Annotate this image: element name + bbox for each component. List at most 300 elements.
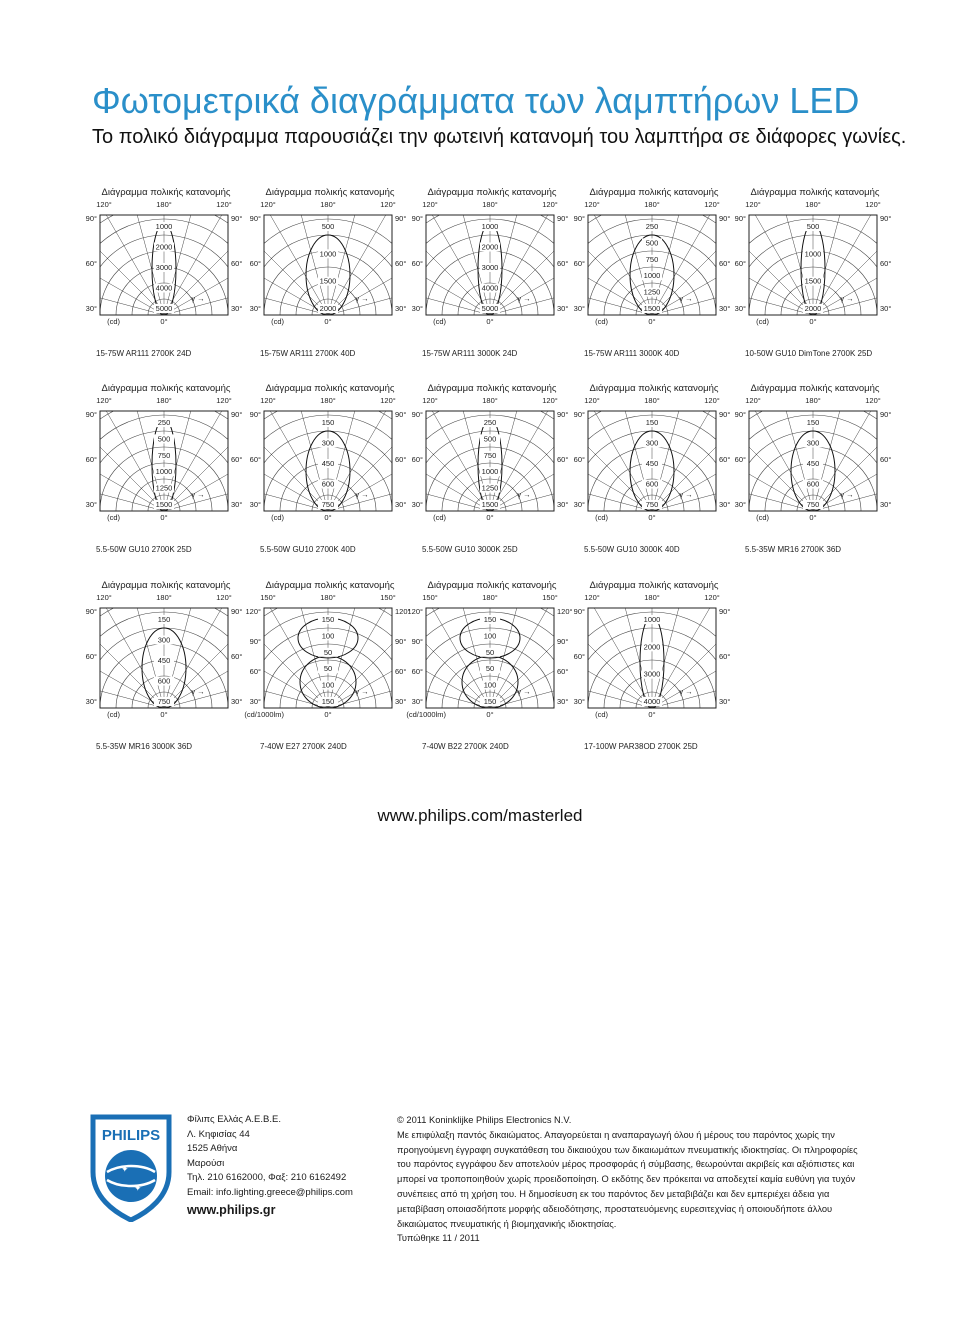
bottom-angle-label: 0°: [324, 710, 332, 719]
left-angle-label: 90°: [734, 214, 746, 223]
left-angle-label: 30°: [249, 500, 261, 509]
unit-label: (cd): [107, 317, 120, 326]
intensity-value-label: 450: [157, 656, 171, 665]
left-angle-label: 30°: [734, 304, 746, 313]
right-angle-label: 90°: [395, 410, 407, 419]
grid-ray: [652, 122, 704, 315]
grid-ray: [600, 122, 652, 315]
left-angle-label: 60°: [734, 259, 746, 268]
grid-ray: [276, 122, 328, 315]
unit-label: (cd): [595, 710, 608, 719]
polar-plot: [735, 187, 895, 347]
copyright: © 2011 Koninklijke Philips Electronics N.V.: [397, 1115, 572, 1125]
polar-plot: [406, 580, 573, 740]
bottom-angle-label: 0°: [809, 513, 817, 522]
right-angle-label: 90°: [231, 214, 243, 223]
intensity-value-label: 750: [321, 500, 335, 509]
intensity-value-label: 2000: [804, 304, 822, 313]
bottom-angle-label: 0°: [324, 513, 332, 522]
left-angle-label: 30°: [85, 500, 97, 509]
gamma-label: γ →: [840, 490, 854, 499]
top-angle-label: 120°: [260, 396, 276, 405]
intensity-value-label: 1000: [155, 467, 173, 477]
intensity-value-label: 3000: [643, 669, 661, 679]
intensity-value-label: 2000: [481, 242, 499, 252]
diagram-title: Διάγραμμα πολικής κατανομής: [427, 580, 557, 591]
grid-ray: [0, 263, 164, 315]
grid-ray: [23, 174, 164, 315]
right-angle-label: 30°: [880, 500, 892, 509]
top-angle-label: 180°: [156, 593, 172, 602]
top-angle-label: 180°: [644, 200, 660, 209]
right-angle-label: 30°: [231, 697, 243, 706]
intensity-value-label: 300: [645, 438, 659, 448]
top-angle-label: 180°: [482, 593, 498, 602]
intensity-value-label: 750: [806, 500, 820, 509]
intensity-value-label: 150: [321, 615, 335, 624]
top-angle-label: 120°: [584, 200, 600, 209]
diagram-caption: 5.5-50W GU10 2700K 25D: [96, 545, 192, 554]
right-angle-label: 60°: [231, 259, 243, 268]
intensity-value-label: 750: [157, 697, 171, 706]
intensity-value-label: 750: [645, 254, 659, 264]
left-angle-label: 90°: [85, 607, 97, 616]
top-angle-label: 120°: [96, 396, 112, 405]
left-angle-label: 60°: [573, 652, 585, 661]
bottom-angle-label: 0°: [324, 317, 332, 326]
right-angle-label: 120°: [395, 607, 411, 616]
left-angle-label: 90°: [734, 410, 746, 419]
intensity-value-label: 1000: [319, 249, 337, 259]
gamma-label: γ →: [840, 294, 854, 303]
diagram-caption: 15-75W AR111 2700K 24D: [96, 349, 192, 358]
top-angle-label: 120°: [260, 200, 276, 209]
unit-label: (cd): [756, 317, 769, 326]
polar-diagram: [735, 187, 895, 367]
right-angle-label: 60°: [557, 455, 569, 464]
left-angle-label: 60°: [85, 455, 97, 464]
intensity-value-label: 100: [483, 631, 497, 641]
unit-label: (cd): [107, 710, 120, 719]
left-angle-label: 90°: [85, 214, 97, 223]
intensity-value-label: 50: [485, 664, 495, 674]
diagram-caption: 5.5-50W GU10 2700K 40D: [260, 545, 356, 554]
polar-plot: [244, 580, 411, 740]
left-angle-label: 30°: [573, 697, 585, 706]
grid-ray: [164, 142, 264, 315]
grid-ray: [328, 122, 380, 315]
right-angle-label: 90°: [395, 214, 407, 223]
bottom-angle-label: 0°: [648, 513, 656, 522]
legal-text: Με επιφύλαξη παντός δικαιώματος. Απαγορεύεται η αναπαραγωγή όλου ή μέρους του παρόντος χωρίς την προηγούμενη έγγραφη συγκατάθεση του δικαιούχου των δικαιωμάτων πνευματικής ιδιοκτησίας. Οι πληροφορίες του παρόντος εγγράφου δεν αποτελούν μέρος προσφοράς ή σύμβασης, θεωρούνται ακριβείς και αξιόπιστες και μπορεί να τροποποιηθούν χωρίς προειδοποίηση. Ο εκδότης δεν πρόκειται να αποδεχτεί καμία ευθύνη για τυχόν συνέπειες από τη χρήση του. Η δημοσίευση εκ του παρόντος δεν μεταβιβάζει και δεν εμπεριέχει άδεια για μεταβίβαση οποιασδήποτε μορφής αδειοδότησης, προστατευόμενης ευρεσιτεχνίας ή οποιουδήποτε άλλου δικαιώματος πνευματικής ή βιομηχανικής ιδιοκτησίας.: [397, 1129, 858, 1229]
polar-diagram: [250, 187, 410, 367]
right-angle-label: 90°: [557, 637, 569, 646]
unit-label: (cd): [433, 317, 446, 326]
diagram-title: Διάγραμμα πολικής κατανομής: [427, 187, 557, 198]
grid-ray: [813, 174, 954, 315]
intensity-value-label: 5000: [481, 304, 499, 313]
left-angle-label: 30°: [734, 500, 746, 509]
diagram-caption: 5.5-50W GU10 3000K 40D: [584, 545, 680, 554]
top-angle-label: 120°: [380, 200, 396, 209]
intensity-value-label: 500: [645, 238, 659, 248]
intensity-value-label: 1500: [155, 500, 173, 509]
gamma-label: γ →: [191, 687, 205, 696]
intensity-value-label: 500: [157, 434, 171, 444]
top-angle-label: 120°: [704, 593, 720, 602]
intensity-value-label: 50: [485, 647, 495, 657]
left-angle-label: 90°: [249, 410, 261, 419]
top-angle-label: 180°: [482, 396, 498, 405]
top-angle-label: 180°: [320, 200, 336, 209]
intensity-value-label: 600: [645, 479, 659, 489]
unit-label: (cd): [271, 317, 284, 326]
top-angle-label: 150°: [542, 593, 558, 602]
legal-notice: [397, 1113, 867, 1246]
right-angle-label: 30°: [557, 500, 569, 509]
diagram-caption: 15-75W AR111 3000K 40D: [584, 349, 680, 358]
address-postcode: 1525 Αθήνα: [187, 1143, 238, 1155]
grid-ray: [0, 656, 164, 708]
polar-plot: [250, 383, 410, 543]
left-angle-label: 90°: [249, 214, 261, 223]
left-angle-label: 30°: [411, 697, 423, 706]
grid-ray: [813, 370, 954, 511]
right-angle-label: 90°: [719, 607, 731, 616]
left-angle-label: 60°: [411, 667, 423, 676]
right-angle-label: 90°: [231, 607, 243, 616]
left-angle-label: 60°: [85, 652, 97, 661]
left-angle-label: 90°: [573, 214, 585, 223]
left-angle-label: 60°: [411, 259, 423, 268]
top-angle-label: 120°: [216, 200, 232, 209]
right-angle-label: 30°: [880, 304, 892, 313]
left-angle-label: 90°: [85, 410, 97, 419]
polar-plot: [412, 187, 572, 347]
top-angle-label: 120°: [216, 593, 232, 602]
diagram-title: Διάγραμμα πολικής κατανομής: [427, 383, 557, 394]
philips-logo: [88, 1112, 174, 1227]
top-angle-label: 180°: [156, 396, 172, 405]
polar-diagram: [406, 580, 573, 760]
right-angle-label: 60°: [557, 667, 569, 676]
top-angle-label: 180°: [805, 200, 821, 209]
intensity-value-label: 600: [321, 479, 335, 489]
philips-logo-text: PHILIPS: [101, 1127, 161, 1144]
intensity-value-label: 150: [806, 418, 820, 427]
intensity-value-label: 450: [645, 459, 659, 468]
left-angle-label: 90°: [411, 637, 423, 646]
right-angle-label: 30°: [557, 697, 569, 706]
gamma-label: γ →: [355, 490, 369, 499]
diagram-caption: 5.5-35W MR16 2700K 36D: [745, 545, 842, 554]
polar-plot: [574, 383, 734, 543]
company-name: Φίλιπς Ελλάς Α.Ε.Β.Ε.: [187, 1114, 281, 1125]
polar-diagram: [412, 187, 572, 367]
diagram-title: Διάγραμμα πολικής κατανομής: [589, 383, 719, 394]
address-area: Μαρούσι: [187, 1157, 225, 1169]
gamma-label: γ →: [191, 490, 205, 499]
right-angle-label: 90°: [557, 214, 569, 223]
intensity-value-label: 1000: [155, 222, 173, 231]
right-angle-label: 90°: [557, 410, 569, 419]
right-angle-label: 90°: [719, 410, 731, 419]
left-angle-label: 120°: [245, 607, 261, 616]
bottom-angle-label: 0°: [160, 710, 168, 719]
left-angle-label: 30°: [85, 697, 97, 706]
diagram-caption: 7-40W B22 2700K 240D: [422, 742, 509, 751]
right-angle-label: 30°: [231, 304, 243, 313]
bottom-angle-label: 0°: [486, 317, 494, 326]
intensity-value-label: 2000: [155, 242, 173, 252]
intensity-value-label: 100: [321, 680, 335, 690]
grid-ray: [761, 122, 813, 315]
diagram-title: Διάγραμμα πολικής κατανομής: [101, 187, 231, 198]
diagram-caption: 5.5-50W GU10 3000K 25D: [422, 545, 518, 554]
grid-ray: [23, 370, 164, 511]
top-angle-label: 120°: [96, 200, 112, 209]
polar-plot: [250, 187, 410, 347]
page-subtitle: Το πολικό διάγραμμα παρουσιάζει την φωτεινή κατανομή του λαμπτήρα σε διάφορες γωνίες.: [92, 126, 907, 148]
intensity-value-label: 50: [323, 647, 333, 657]
intensity-value-label: 250: [645, 222, 659, 231]
company-address: [187, 1113, 353, 1217]
diagram-title: Διάγραμμα πολικής κατανομής: [265, 580, 395, 591]
intensity-value-label: 500: [483, 434, 497, 444]
right-angle-label: 60°: [880, 259, 892, 268]
polar-diagram: [86, 187, 246, 367]
intensity-value-label: 4000: [155, 283, 173, 293]
top-angle-label: 180°: [644, 593, 660, 602]
polar-diagram: [574, 383, 734, 563]
left-angle-label: 90°: [411, 214, 423, 223]
email: Email: info.lighting.greece@philips.com: [187, 1186, 353, 1198]
right-angle-label: 60°: [231, 652, 243, 661]
bottom-angle-label: 0°: [809, 317, 817, 326]
intensity-value-label: 50: [323, 664, 333, 674]
unit-label: (cd/1000lm): [244, 710, 284, 719]
right-angle-label: 60°: [719, 259, 731, 268]
bottom-angle-label: 0°: [486, 710, 494, 719]
intensity-value-label: 100: [483, 680, 497, 690]
intensity-value-label: 150: [645, 418, 659, 427]
left-angle-label: 120°: [407, 607, 423, 616]
intensity-value-label: 300: [157, 635, 171, 645]
right-angle-label: 30°: [719, 697, 731, 706]
polar-plot: [86, 187, 246, 347]
intensity-value-label: 1500: [804, 276, 822, 286]
grid-ray: [0, 411, 164, 511]
intensity-value-label: 4000: [481, 283, 499, 293]
left-angle-label: 60°: [249, 667, 261, 676]
top-angle-label: 120°: [542, 200, 558, 209]
svg-text:✦: ✦: [121, 1165, 129, 1175]
left-angle-label: 90°: [249, 637, 261, 646]
intensity-value-label: 2000: [319, 304, 337, 313]
intensity-value-label: 600: [806, 479, 820, 489]
right-angle-label: 60°: [719, 455, 731, 464]
top-angle-label: 120°: [584, 593, 600, 602]
right-angle-label: 90°: [395, 637, 407, 646]
top-angle-label: 120°: [745, 396, 761, 405]
intensity-value-label: 1000: [481, 222, 499, 231]
top-angle-label: 120°: [216, 396, 232, 405]
gamma-label: γ →: [679, 490, 693, 499]
intensity-value-label: 500: [806, 222, 820, 231]
top-angle-label: 120°: [865, 200, 881, 209]
grid-ray: [813, 122, 865, 315]
intensity-value-label: 1000: [804, 249, 822, 259]
gamma-label: γ →: [355, 294, 369, 303]
top-angle-label: 120°: [380, 396, 396, 405]
right-angle-label: 60°: [880, 455, 892, 464]
top-angle-label: 180°: [644, 396, 660, 405]
diagram-title: Διάγραμμα πολικής κατανομής: [265, 187, 395, 198]
grid-ray: [652, 608, 825, 708]
left-angle-label: 30°: [85, 304, 97, 313]
right-angle-label: 60°: [231, 455, 243, 464]
intensity-value-label: 450: [321, 459, 335, 468]
diagram-caption: 7-40W E27 2700K 240D: [260, 742, 347, 751]
print-date: Τυπώθηκε 11 / 2011: [397, 1233, 480, 1244]
diagram-title: Διάγραμμα πολικής κατανομής: [101, 580, 231, 591]
intensity-value-label: 1250: [481, 483, 499, 493]
intensity-value-label: 1500: [643, 304, 661, 313]
top-angle-label: 150°: [260, 593, 276, 602]
masterled-link[interactable]: www.philips.com/masterled: [377, 806, 583, 825]
left-angle-label: 30°: [249, 697, 261, 706]
intensity-value-label: 150: [483, 615, 497, 624]
right-angle-label: 60°: [557, 259, 569, 268]
gamma-label: γ →: [517, 687, 531, 696]
grid-ray: [0, 608, 164, 708]
polar-plot: [574, 580, 734, 740]
intensity-value-label: 4000: [643, 697, 661, 706]
gamma-label: γ →: [679, 294, 693, 303]
unit-label: (cd): [595, 513, 608, 522]
svg-text:✦: ✦: [134, 1184, 142, 1194]
top-angle-label: 150°: [380, 593, 396, 602]
polar-diagram: [735, 383, 895, 563]
top-angle-label: 180°: [156, 200, 172, 209]
left-angle-label: 60°: [411, 455, 423, 464]
right-angle-label: 30°: [395, 697, 407, 706]
left-angle-label: 90°: [411, 410, 423, 419]
bottom-angle-label: 0°: [160, 317, 168, 326]
unit-label: (cd): [756, 513, 769, 522]
intensity-value-label: 300: [806, 438, 820, 448]
address-street: Λ. Κηφισίας 44: [187, 1128, 250, 1140]
polar-diagram: [574, 580, 734, 760]
intensity-value-label: 1000: [481, 467, 499, 477]
grid-ray: [813, 142, 913, 315]
intensity-value-label: 150: [321, 697, 335, 706]
top-angle-label: 120°: [542, 396, 558, 405]
top-angle-label: 120°: [704, 200, 720, 209]
left-angle-label: 60°: [573, 455, 585, 464]
top-angle-label: 180°: [320, 396, 336, 405]
intensity-value-label: 2000: [643, 642, 661, 652]
polar-diagram: [86, 580, 246, 760]
right-angle-label: 90°: [719, 214, 731, 223]
left-angle-label: 60°: [85, 259, 97, 268]
unit-label: (cd): [595, 317, 608, 326]
bottom-angle-label: 0°: [486, 513, 494, 522]
diagram-caption: 5.5-35W MR16 3000K 36D: [96, 742, 193, 751]
right-angle-label: 90°: [880, 214, 892, 223]
grid-ray: [0, 215, 164, 315]
intensity-value-label: 150: [483, 697, 497, 706]
gamma-label: γ →: [191, 294, 205, 303]
right-angle-label: 120°: [557, 607, 573, 616]
right-angle-label: 30°: [395, 304, 407, 313]
bottom-angle-label: 0°: [648, 710, 656, 719]
left-angle-label: 60°: [249, 455, 261, 464]
left-angle-label: 90°: [573, 607, 585, 616]
page-title: Φωτομετρικά διαγράμματα των λαμπτήρων LED: [92, 80, 860, 121]
intensity-value-label: 1250: [643, 287, 661, 297]
right-angle-label: 30°: [557, 304, 569, 313]
intensity-value-label: 150: [321, 418, 335, 427]
top-angle-label: 120°: [422, 200, 438, 209]
grid-ray: [652, 656, 845, 708]
grid-ray: [64, 142, 164, 315]
polar-plot: [412, 383, 572, 543]
intensity-value-label: 250: [483, 418, 497, 427]
unit-label: (cd): [433, 513, 446, 522]
diagram-title: Διάγραμμα πολικής κατανομής: [750, 383, 880, 394]
right-angle-label: 30°: [395, 500, 407, 509]
gamma-label: γ →: [355, 687, 369, 696]
gamma-label: γ →: [517, 490, 531, 499]
top-angle-label: 180°: [482, 200, 498, 209]
intensity-value-label: 500: [321, 222, 335, 231]
intensity-value-label: 1000: [643, 271, 661, 281]
polar-diagram: [412, 383, 572, 563]
intensity-value-label: 300: [321, 438, 335, 448]
polar-diagram: [86, 383, 246, 563]
unit-label: (cd/1000lm): [406, 710, 446, 719]
top-angle-label: 120°: [745, 200, 761, 209]
polar-diagram: [574, 187, 734, 367]
diagram-title: Διάγραμμα πολικής κατανομής: [589, 187, 719, 198]
right-angle-label: 30°: [719, 500, 731, 509]
left-angle-label: 60°: [249, 259, 261, 268]
left-angle-label: 30°: [411, 304, 423, 313]
polar-plot: [574, 187, 734, 347]
polar-diagram: [244, 580, 411, 760]
intensity-value-label: 750: [157, 450, 171, 460]
top-angle-label: 180°: [320, 593, 336, 602]
right-angle-label: 90°: [231, 410, 243, 419]
left-angle-label: 30°: [573, 304, 585, 313]
diagram-caption: 10-50W GU10 DimTone 2700K 25D: [745, 349, 873, 358]
top-angle-label: 120°: [704, 396, 720, 405]
diagram-caption: 17-100W PAR38OD 2700K 25D: [584, 742, 698, 751]
diagram-caption: 15-75W AR111 3000K 24D: [422, 349, 518, 358]
intensity-value-label: 1500: [481, 500, 499, 509]
intensity-value-label: 600: [157, 676, 171, 686]
unit-label: (cd): [107, 513, 120, 522]
website-link[interactable]: www.philips.gr: [187, 1202, 276, 1217]
polar-plot: [86, 580, 246, 740]
diagram-caption: 15-75W AR111 2700K 40D: [260, 349, 356, 358]
intensity-value-label: 3000: [155, 263, 173, 272]
top-angle-label: 120°: [584, 396, 600, 405]
bottom-angle-label: 0°: [648, 317, 656, 326]
top-angle-label: 120°: [422, 396, 438, 405]
intensity-value-label: 750: [483, 450, 497, 460]
